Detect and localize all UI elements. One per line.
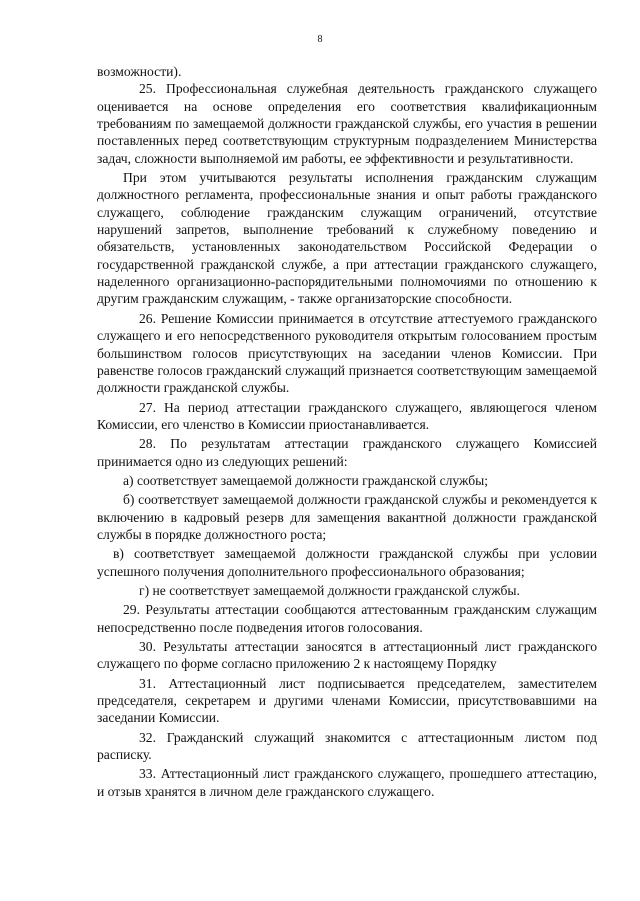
- paragraph-evaluation-criteria: При этом учитываются результаты исполнения гражданским служащим должностного регламента, профессиональные знания и опыт работы гражданского служащего, соблюдение гражданским служащим ограничений, отсутствие нарушений запретов, выполнение требований к служебному поведению и обязательств, установленных законодательством Российской Федерации о государственной гражданской службе, а при аттестации гражданского служащего, наделенного организационно-распорядительными полномочиями по отношению к другим гражданским служащим, - также организаторские способности.: [97, 170, 597, 307]
- paragraph-30: 30. Результаты аттестации заносятся в аттестационный лист гражданского служащего по форме согласно приложению 2 к настоящему Порядку: [97, 639, 597, 672]
- decision-item-b: б) соответствует замещаемой должности гражданской службы и рекомендуется к включению в кадровый резерв для замещения вакантной должности гражданской службы в порядке должностного роста;: [97, 492, 597, 542]
- paragraph-33: 33. Аттестационный лист гражданского служащего, прошедшего аттестацию, и отзыв хранятся в личном деле гражданского служащего.: [97, 766, 597, 799]
- paragraph-32: 32. Гражданский служащий знакомится с аттестационным листом под расписку.: [97, 729, 597, 763]
- document-body: [97, 63, 597, 800]
- page-number: 8: [317, 34, 323, 45]
- decision-item-a: а) соответствует замещаемой должности гражданской службы;: [123, 472, 489, 488]
- paragraph-25: 25. Профессиональная служебная деятельность гражданского служащего оценивается на основе определения его соответствия квалификационным требованиям по замещаемой должности гражданской службы, его участия в решении поставленных перед соответствующим структурным подразделением Министерства задач, сложности выполняемой им работы, ее эффективности и результативности.: [97, 81, 597, 166]
- paragraph-26: 26. Решение Комиссии принимается в отсутствие аттестуемого гражданского служащего и его непосредственного руководителя открытым голосованием простым большинством голосов присутствующих на заседании членов Комиссии. При равенстве голосов гражданский служащий признается соответствующим замещаемой должности гражданской службы.: [97, 310, 597, 396]
- paragraph-continuation: возможности).: [97, 64, 182, 79]
- paragraph-29: 29. Результаты аттестации сообщаются аттестованным гражданским служащим непосредственно после подведения итогов голосования.: [97, 602, 597, 635]
- decision-item-c: в) соответствует замещаемой должности гражданской службы при условии успешного получения дополнительного профессионального образования;: [97, 546, 597, 579]
- decision-item-d: г) не соответствует замещаемой должности гражданской службы.: [139, 582, 520, 598]
- paragraph-27: 27. На период аттестации гражданского служащего, являющегося членом Комиссии, его членство в Комиссии приостанавливается.: [97, 399, 597, 432]
- paragraph-28: 28. По результатам аттестации гражданского служащего Комиссией принимается одно из следующих решений:: [97, 436, 597, 469]
- paragraph-31: 31. Аттестационный лист подписывается председателем, заместителем председателя, секретарем и другими членами Комиссии, присутствовавшими на заседании Комиссии.: [97, 675, 597, 726]
